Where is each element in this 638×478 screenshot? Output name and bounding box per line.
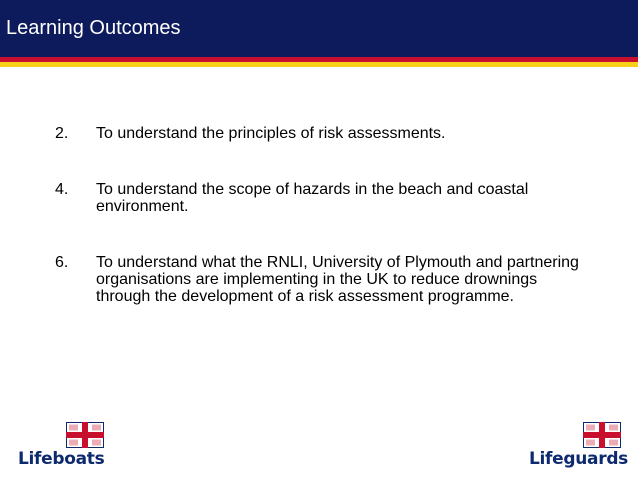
slide-header xyxy=(0,0,638,57)
outcome-number: 2. xyxy=(55,125,69,142)
outcome-number: 4. xyxy=(55,181,69,198)
outcome-text: To understand the principles of risk assessments. xyxy=(96,125,446,142)
lifeguards-logo xyxy=(529,422,629,472)
outcome-text: To understand what the RNLI, University of Plymouth and partnering organisations are implementing in the UK to reduce drownings through the development of a risk assessment programme. xyxy=(96,254,579,305)
outcome-text: To understand the scope of hazards in the beach and coastal environment. xyxy=(96,181,529,215)
lifeboats-logo xyxy=(18,422,113,472)
lifeboats-wordmark: Lifeboats xyxy=(18,449,105,469)
header-stripe-yellow xyxy=(0,62,638,67)
lifeguards-wordmark: Lifeguards xyxy=(529,449,629,469)
outcome-number: 6. xyxy=(55,254,69,271)
slide-title: Learning Outcomes xyxy=(6,17,181,39)
rnli-flag-icon xyxy=(66,422,104,448)
rnli-flag-icon xyxy=(583,422,621,448)
